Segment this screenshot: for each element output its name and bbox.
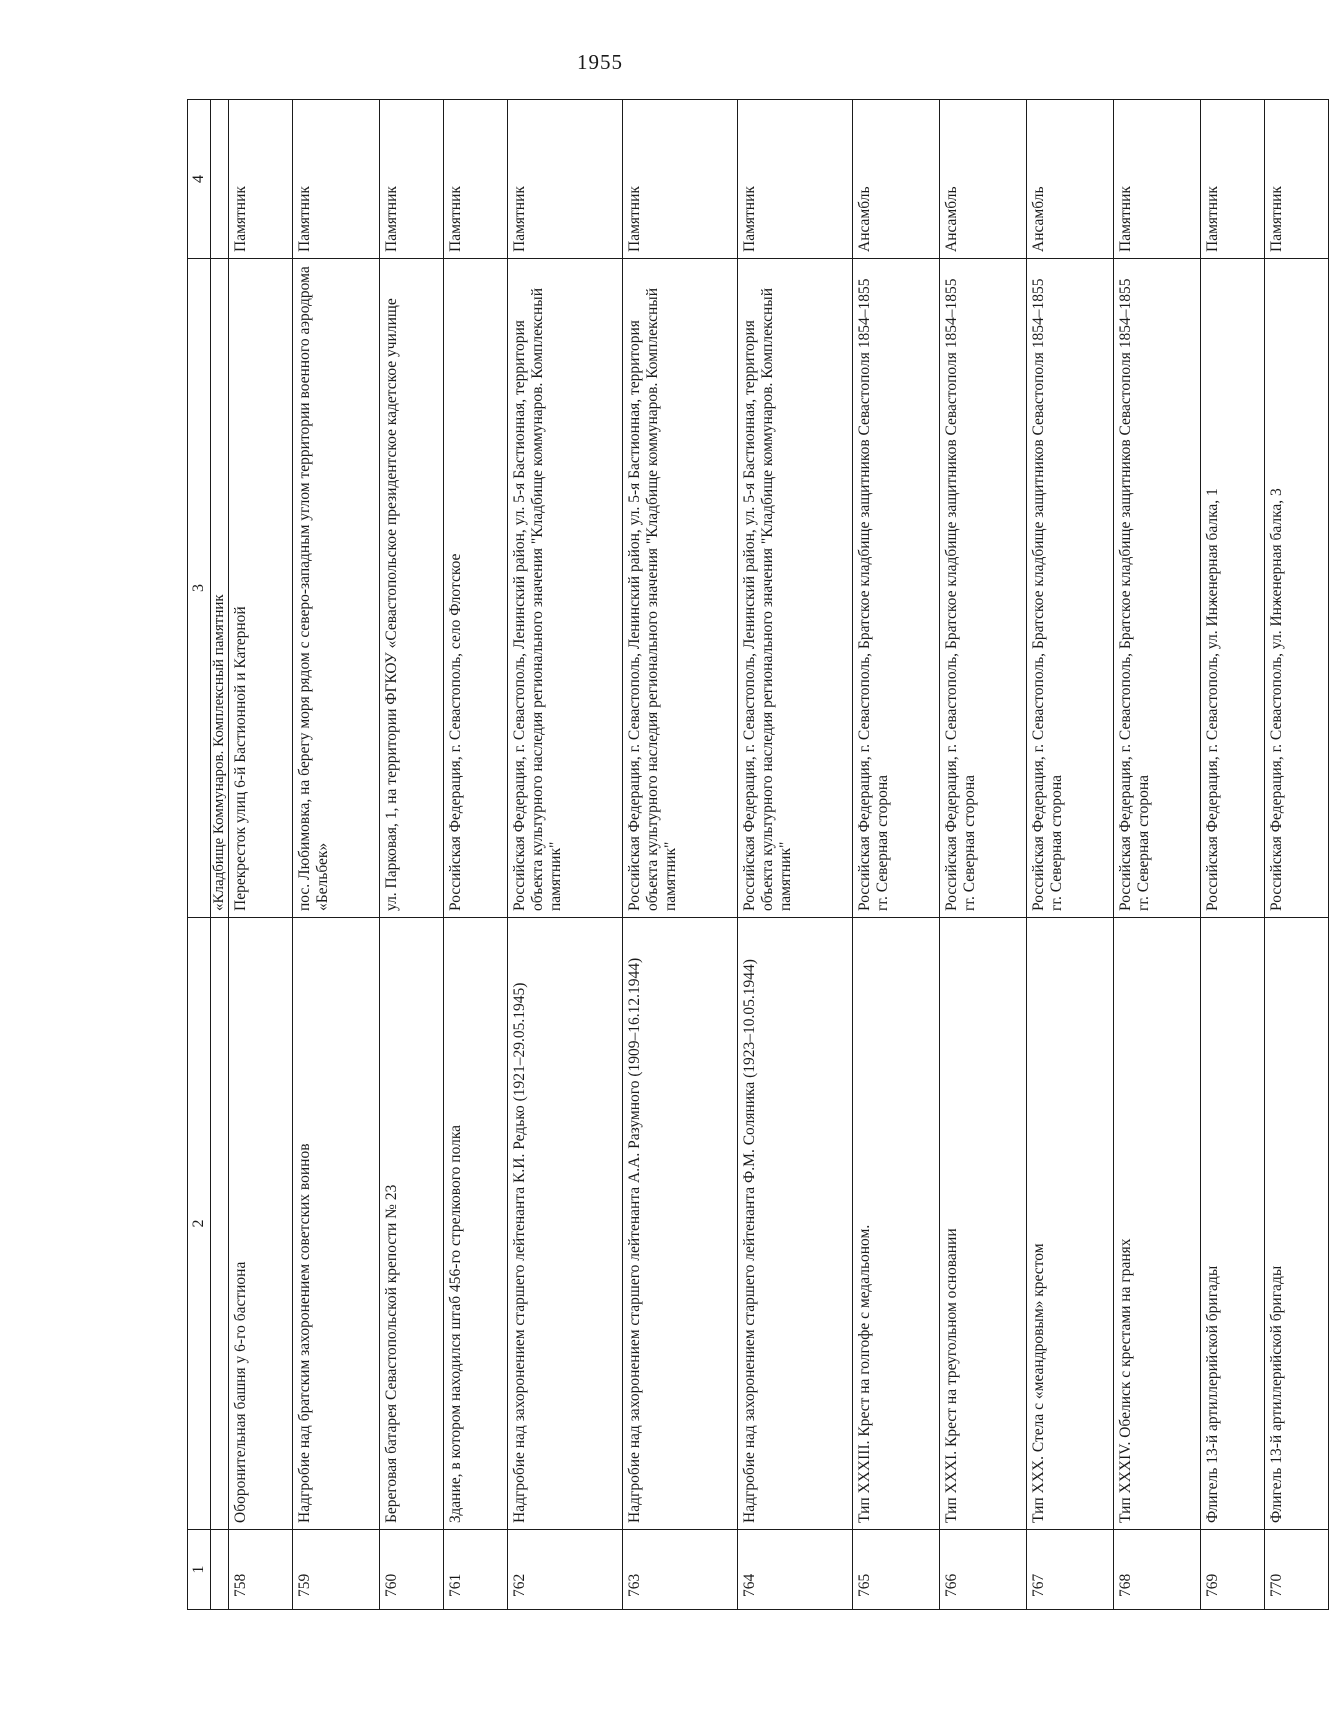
header-col-2: 2	[188, 918, 211, 1530]
row-number: 764	[738, 1530, 853, 1610]
row-number: 768	[1114, 1530, 1201, 1610]
table-row	[738, 100, 853, 1610]
object-name: Тип XXXIII. Крест на голгофе с медальоном.	[853, 918, 940, 1530]
object-category: Ансамбль	[940, 100, 1027, 259]
table-row	[1114, 100, 1201, 1610]
object-address: Российская Федерация, г. Севастополь, Братское кладбище защитников Севастополя 1854–1855 гг. Северная сторона	[1027, 259, 1114, 918]
table-row	[623, 100, 738, 1610]
object-name: Береговая батарея Севастопольской крепости № 23	[380, 918, 444, 1530]
table-row	[1027, 100, 1114, 1610]
monuments-table	[187, 99, 1329, 1610]
table-row	[444, 100, 508, 1610]
object-category: Ансамбль	[1027, 100, 1114, 259]
page-number: 1955	[577, 50, 623, 74]
empty-cell	[211, 918, 229, 1530]
table-row	[380, 100, 444, 1610]
table-row	[229, 100, 293, 1610]
object-category: Памятник	[738, 100, 853, 259]
object-name: Надгробие над захоронением старшего лейтенанта А.А. Разумного (1909–16.12.1944)	[623, 918, 738, 1530]
row-number: 758	[229, 1530, 293, 1610]
row-number: 759	[293, 1530, 380, 1610]
table-row	[853, 100, 940, 1610]
header-col-3: 3	[188, 259, 211, 918]
table-row	[293, 100, 380, 1610]
object-category: Памятник	[444, 100, 508, 259]
object-address: Российская Федерация, г. Севастополь, Ленинский район, ул. 5-я Бастионная, территория объекта культурного наследия регионального значения "Кладбище коммунаров. Комплексный памятник"	[623, 259, 738, 918]
row-number: 760	[380, 1530, 444, 1610]
row-number: 763	[623, 1530, 738, 1610]
table-row	[940, 100, 1027, 1610]
object-name: Надгробие над захоронением старшего лейтенанта Ф.М. Соляника (1923–10.05.1944)	[738, 918, 853, 1530]
header-row	[188, 100, 211, 1610]
object-category: Памятник	[293, 100, 380, 259]
object-address: Российская Федерация, г. Севастополь, Братское кладбище защитников Севастополя 1854–1855 гг. Северная сторона	[853, 259, 940, 918]
object-category: Памятник	[1114, 100, 1201, 259]
object-name: Флигель 13-й артиллерийской бригады	[1265, 918, 1329, 1530]
object-address: ул. Парковая, 1, на территории ФГКОУ «Севастопольское президентское кадетское училище	[380, 259, 444, 918]
object-name: Надгробие над захоронением старшего лейтенанта К.И. Редько (1921–29.05.1945)	[508, 918, 623, 1530]
object-address: Перекресток улиц 6-й Бастионной и Катерной	[229, 259, 293, 918]
row-number: 762	[508, 1530, 623, 1610]
table-row	[508, 100, 623, 1610]
row-number: 767	[1027, 1530, 1114, 1610]
object-category: Памятник	[623, 100, 738, 259]
object-name: Тип XXXIV. Обелиск с крестами на гранях	[1114, 918, 1201, 1530]
empty-cell	[211, 100, 229, 259]
object-address: Российская Федерация, г. Севастополь, Ленинский район, ул. 5-я Бастионная, территория объекта культурного наследия регионального значения "Кладбище коммунаров. Комплексный памятник"	[508, 259, 623, 918]
object-category: Памятник	[1201, 100, 1265, 259]
empty-cell	[211, 1530, 229, 1610]
table-row	[1265, 100, 1329, 1610]
object-category: Памятник	[508, 100, 623, 259]
object-name: Тип XXX. Стела с «меандровым» крестом	[1027, 918, 1114, 1530]
object-name: Тип XXXI. Крест на треугольном основании	[940, 918, 1027, 1530]
rotated-table-container	[187, 100, 1285, 1610]
object-category: Ансамбль	[853, 100, 940, 259]
object-address: Российская Федерация, г. Севастополь, ул. Инженерная балка, 1	[1201, 259, 1265, 918]
continuation-text: «Кладбище Коммунаров. Комплексный памятник	[211, 259, 229, 918]
object-name: Здание, в котором находился штаб 456-го стрелкового полка	[444, 918, 508, 1530]
object-name: Оборонительная башня у 6-го бастиона	[229, 918, 293, 1530]
rotated-table-frame	[187, 100, 1285, 1610]
object-category: Памятник	[229, 100, 293, 259]
object-address: Российская Федерация, г. Севастополь, село Флотское	[444, 259, 508, 918]
object-address: пос. Любимовка, на берегу моря рядом с северо-западным углом территории военного аэродрома «Бельбек»	[293, 259, 380, 918]
object-address: Российская Федерация, г. Севастополь, Братское кладбище защитников Севастополя 1854–1855 гг. Северная сторона	[940, 259, 1027, 918]
object-category: Памятник	[1265, 100, 1329, 259]
row-number: 766	[940, 1530, 1027, 1610]
object-name: Флигель 13-й артиллерийской бригады	[1201, 918, 1265, 1530]
row-number: 769	[1201, 1530, 1265, 1610]
row-number: 770	[1265, 1530, 1329, 1610]
object-address: Российская Федерация, г. Севастополь, ул. Инженерная балка, 3	[1265, 259, 1329, 918]
table-row	[1201, 100, 1265, 1610]
object-category: Памятник	[380, 100, 444, 259]
row-number: 761	[444, 1530, 508, 1610]
header-col-4: 4	[188, 100, 211, 259]
header-col-1: 1	[188, 1530, 211, 1610]
object-address: Российская Федерация, г. Севастополь, Ленинский район, ул. 5-я Бастионная, территория объекта культурного наследия регионального значения "Кладбище коммунаров. Комплексный памятник"	[738, 259, 853, 918]
continuation-row	[211, 100, 229, 1610]
row-number: 765	[853, 1530, 940, 1610]
object-name: Надгробие над братским захоронением советских воинов	[293, 918, 380, 1530]
object-address: Российская Федерация, г. Севастополь, Братское кладбище защитников Севастополя 1854–1855 гг. Северная сторона	[1114, 259, 1201, 918]
